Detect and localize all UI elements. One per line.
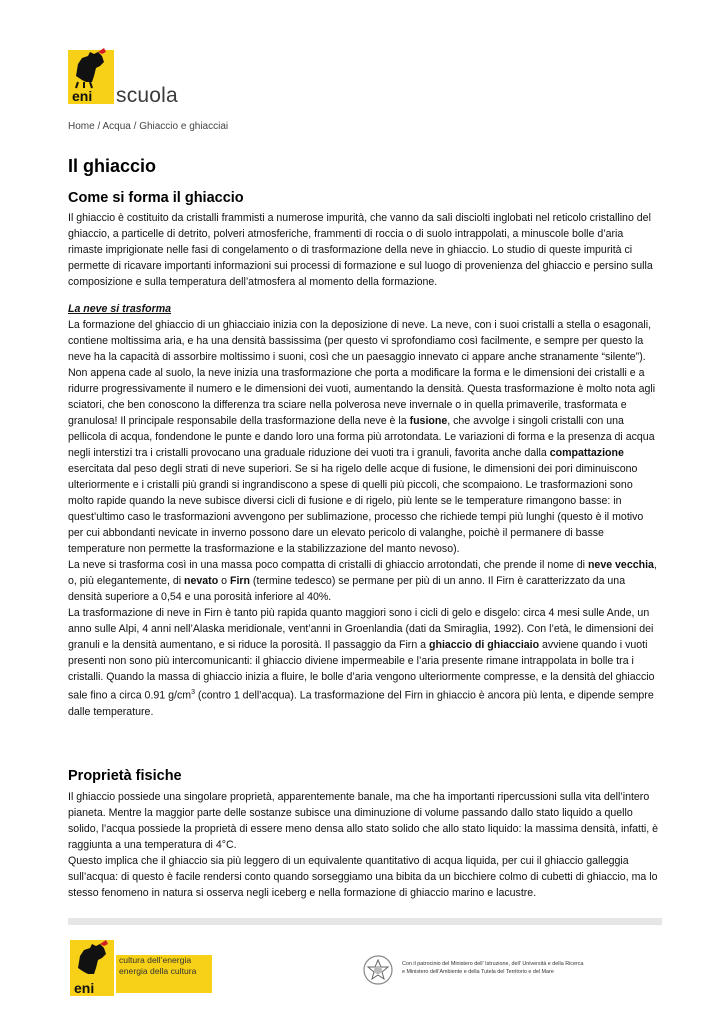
paragraph-physics-1: Il ghiaccio possiede una singolare proprietà, apparentemente banale, ma che ha importanti ripercussioni sulla vita dell’intero pianeta. Mentre la maggior parte delle sostanze subisce una diminuzione di volume passando dallo stato liquido a quello solido, l’acqua possiede la proprietà di essere meno densa allo stato solido che allo stato liquido: la massima densità, infatti, è raggiunta a una temperatura di 4°C.: [68, 791, 659, 851]
tagline-line-2: energia della cultura: [119, 966, 197, 976]
paragraph-snow-3: La neve si trasforma così in una massa poco compatta di cristalli di ghiaccio arrotondati, che prende il nome di neve vecchia, o, più elegantemente, di nevato o Firn (termine tedesco) se permane per più di un anno. Il Firn è caratterizzato da una densità superiore a 0,54 e una porosità inferiore al 40%.: [68, 559, 657, 603]
eni-footer-logo[interactable]: [70, 938, 220, 998]
paragraph-physics-2: Questo implica che il ghiaccio sia più leggero di un equivalente quantitativo di acqua liquida, per cui il ghiaccio galleggia sull’acqua: di questo è facile rendersi conto quando sorseggiamo una bibita da un bicchiere colmo di cubetti di ghiaccio, ma lo stesso fenomeno in natura si osserva negli iceberg e nella formazione di ghiaccio marino e lacustre.: [68, 855, 658, 899]
subheading-snow: La neve si trasforma: [68, 303, 172, 315]
footer-divider: [68, 918, 662, 925]
tagline-box: [116, 955, 212, 993]
scuola-wordmark: scuola: [116, 84, 178, 107]
italian-emblem-icon: [362, 954, 394, 986]
paragraph-snow-1: La formazione del ghiaccio di un ghiacciaio inizia con la deposizione di neve. La neve, con i suoi cristalli a stella o esagonali, contiene moltissima aria, e ha una densità bassissima (per questo vi sprofondiamo così facilmente, e sempre per questo la neve ha la capacità di assorbire moltissimo i suoni, così che un paesaggio innevato ci appare anche stranamente “silente”).: [68, 319, 652, 363]
page-title: Il ghiaccio: [68, 156, 157, 176]
patronage-block: [362, 956, 662, 986]
eniscuola-logo[interactable]: [68, 46, 188, 106]
section-formation-intro: [68, 210, 660, 290]
breadcrumb-current[interactable]: Ghiaccio e ghiacciai: [139, 121, 229, 132]
eni-mark: eni: [72, 88, 93, 104]
six-legged-dog-icon: [68, 46, 116, 106]
tagline-line-1: cultura dell’energia: [119, 955, 192, 965]
paragraph-snow-4: La trasformazione di neve in Firn è tanto più rapida quanto maggiori sono i cicli di gelo e disgelo: circa 4 mesi sulle Ande, un anno sulle Alpi, 4 anni nell’Alaska meridionale, vent’anni in Groenlandia (dati da Smiraglia, 1992). Con l’età, le dimensioni dei granuli e la densità aumentano, e si riduce la porosità. Il passaggio da Firn a ghiaccio di ghiacciaio avviene quando i vuoti presenti non sono più intercomunicanti: il ghiaccio diviene impermeabile e l’aria presente rimane intrappolata in bolle tra i cristalli. Quando la massa di ghiaccio inizia a fluire, le bolle d’aria vengono ulteriormente compresse, e la densità del ghiaccio sale fino a circa 0.91 $g/cm^3$ (contro 1 dell’acqua). La trasformazione del Firn in ghiaccio è ancora più lenta, e dipende sempre dalle temperature.: [68, 607, 655, 718]
paragraph-snow-2: Non appena cade al suolo, la neve inizia una trasformazione che porta a modificare la forma e le dimensioni dei cristalli e a ridurre progressivamente il numero e le dimensioni dei vuoti, aumentando la densità. Questa trasformazione è molto nota agli sciatori, che ben conoscono la differenza tra sciare nella polverosa neve invernale o in quella primaverile, trasformata e granulosa! Il principale responsabile della trasformazione della neve è la fusione, che avvolge i singoli cristalli con una pellicola di acqua, fondendone le punte e dando loro una forma più arrotondata. Le variazioni di forma e la presenza di acqua negli interstizi tra i cristalli provocano una graduale riduzione dei vuoti tra i granuli, favorita anche dalla compattazione esercitata dal peso degli strati di neve superiori. Se si ha rigelo delle acque di fusione, le dimensioni dei pori diminuiscono ulteriormente e i cristalli più grandi si ingrandiscono a spese di quelli più piccoli, che scompaiono. Le trasformazioni sono molto rapide quando la neve subisce diversi cicli di fusione e di rigelo, più lente se le temperature rimangono basse: in quest’ultimo caso le trasformazioni avvengono per sublimazione, processo che richiede tempi più lunghi (questo è il motivo per cui abbondanti nevicate in inverno possono dare un elevato pericolo di valanghe, poichè il permanere di basse temperature non permette la trasformazione e la stabilizzazione del manto nevoso).: [68, 367, 656, 555]
section-physics: [68, 789, 660, 901]
patronage-text: Con il patrocinio del Ministero dell’ Istruzione, dell’ Università e della Ricerca e Ministero dell’Ambiente e della Tutela del Territorio e del Mare: [402, 961, 584, 975]
six-legged-dog-icon: [70, 938, 116, 998]
section-snow-transform: [68, 301, 660, 720]
eni-mark-footer: eni: [74, 980, 95, 996]
breadcrumb-home[interactable]: Home: [68, 121, 95, 132]
section-heading-physics: Proprietà fisiche: [68, 768, 182, 784]
breadcrumb-acqua[interactable]: Acqua: [102, 121, 131, 132]
breadcrumb: Home / Acqua / Ghiaccio e ghiacciai: [68, 121, 229, 132]
section-heading-formation: Come si forma il ghiaccio: [68, 190, 244, 206]
intro-paragraph: Il ghiaccio è costituito da cristalli frammisti a numerose impurità, che vanno da sali disciolti inglobati nel reticolo cristallino del ghiaccio, a particelle di detrito, polveri atmosferiche, frammenti di roccia o di suolo intrappolati, a minuscole bolle d’aria rimaste imprigionate nelle fasi di congelamento o di trasformazione della neve in ghiaccio. Lo studio di queste impurità ci permette di ricavare importanti informazioni sui processi di formazione e sul luogo di provenienza del ghiaccio e persino sulla composizione e sulla temperatura dell’atmosfera al momento della formazione.: [68, 212, 653, 288]
